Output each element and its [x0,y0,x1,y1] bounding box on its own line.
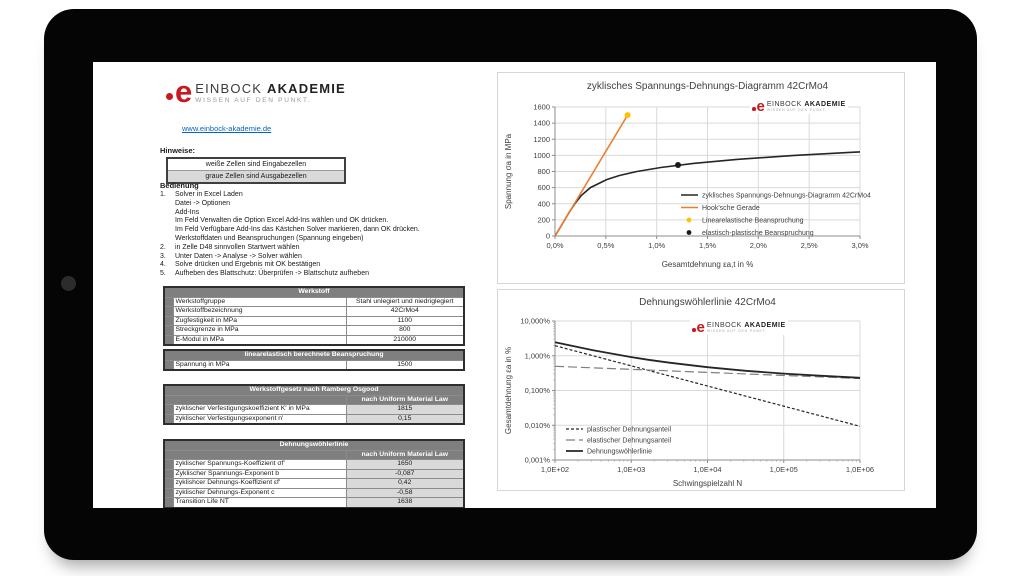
table-title: Werkstoffgesetz nach Ramberg Osgood [164,385,464,395]
value-cell[interactable]: 800 [346,326,464,336]
value-cell[interactable]: Stahl unlegiert und niedriglegiert [346,297,464,307]
label-cell: Streckgrenze in MPa [173,326,346,336]
spacer-cell [164,316,173,326]
table-row [164,498,464,508]
y-tick-label: 1200 [533,134,550,144]
legend-label: zyklisches Spannungs-Dehnungs-Diagramm 42CrMo4 [702,192,871,200]
logo-dot-icon [166,93,173,100]
table-title: Dehnungswöhlerlinie [164,440,464,450]
einbock-logo-mini [690,320,788,335]
y-tick-label: 0,100% [524,386,550,395]
chart-title: Dehnungswöhlerlinie 42CrMo4 [639,297,776,308]
x-tick-label: 1,0E+05 [769,465,798,474]
label-cell: Transition Life NT [173,498,346,508]
brand-tagline: WISSEN AUF DEN PUNKT. [766,108,828,112]
y-tick-label: 1400 [533,118,550,128]
table-row [164,360,464,370]
table-werkstoff [163,286,465,346]
website-link[interactable]: www.einbock-akademie.de [182,124,272,133]
legend-label: elastisch-plastische Beanspruchung [702,230,814,237]
table-row [164,326,464,336]
value-cell: 1650 [346,460,464,470]
bedienung-step: 4. Solve drücken und Ergebnis mit OK bestätigen [160,261,321,269]
bedienung-step: 2. in Zelle D48 sinnvollen Startwert wählen [160,243,300,251]
subheader-label: nach Uniform Material Law [346,450,464,460]
table-row [164,297,464,307]
chart-title: zyklisches Spannungs-Dehnungs-Diagramm 42CrMo4 [586,81,829,92]
subheader-spacer [164,450,346,460]
table-row [164,335,464,345]
x-tick-label: 1,0E+03 [617,465,646,474]
spacer-cell [164,498,173,508]
legend-label: plastischer Dehnungsanteil [587,426,672,434]
table-row [164,460,464,470]
value-cell: 1815 [346,405,464,415]
bedienung-step: 5. Aufheben des Blattschutz: Überprüfen -> Blattschutz aufheben [160,270,369,278]
y-tick-label: 1000 [533,150,550,160]
bedienung-step: Datei -> Optionen [175,199,231,207]
bedienung-step: Werkstoffdaten und Beanspruchungen (Spannung eingeben) [175,234,364,242]
x-tick-label: 2,5% [800,241,818,250]
y-tick-label: 400 [537,199,550,209]
table-row [164,316,464,326]
table-beanspruchung [163,349,465,371]
x-tick-label: 2,0% [749,241,767,250]
value-cell[interactable]: 42CrMo4 [346,307,464,317]
spacer-cell [164,335,173,345]
y-tick-label: 1,000% [524,351,550,361]
bedienung-list [160,191,505,279]
brand-b: AKADEMIE [266,81,346,96]
screen [93,62,936,508]
table-row [164,469,464,479]
table-row [164,405,464,415]
x-tick-label: 1,5% [698,241,717,250]
label-cell: Werkstoffgruppe [173,297,346,307]
legend-marker [687,230,692,235]
spacer-cell [164,479,173,489]
y-axis-label: Gesamtdehnung εa in % [504,346,513,435]
spacer-cell [164,360,173,370]
logo-dot-icon [752,107,756,111]
y-tick-label: 10,000% [520,316,550,326]
hint-line: weiße Zellen sind Eingabezellen [168,159,344,171]
brand-b: AKADEMIE [804,101,846,108]
table-dehnungswoehlerlinie [163,439,465,508]
x-tick-label: 1,0% [648,241,666,250]
value-cell: 1638 [346,498,464,508]
label-cell: E-Modul in MPa [173,335,346,345]
brand-tagline: WISSEN AUF DEN PUNKT. [195,97,312,104]
value-cell[interactable]: 210000 [346,335,464,345]
hint-line: graue Zellen sind Ausgabezellen [168,171,344,182]
label-cell: Werkstoffbezeichnung [173,307,346,317]
logo-dot-icon [692,328,696,332]
table-ramberg-osgood [163,384,465,425]
brand-a: EINBOCK [706,322,742,329]
bedienung-step: 3. Unter Daten -> Analyse -> Solver wählen [160,252,302,260]
tablet-frame [44,9,977,560]
logo-e-icon: e [756,98,765,115]
subheader-spacer [164,395,346,405]
einbock-logo-mini [750,99,848,114]
value-cell[interactable]: 1500 [346,360,464,370]
brand-a: EINBOCK [766,101,802,108]
y-tick-label: 0 [545,231,550,241]
x-tick-label: 3,0% [851,241,869,250]
brand-text [195,81,346,96]
y-tick-label: 600 [537,183,550,193]
label-cell: zyklischer Verfestigungsexponent n' [173,414,346,424]
label-cell: Zyklischer Spannungs-Exponent b [173,469,346,479]
logo-e-icon: e [175,74,192,109]
label-cell: zyklischer Spannungs-Koeffizient σf' [173,460,346,470]
einbock-logo [166,74,346,109]
table-title: linearelastisch berechnete Beanspruchung [164,350,464,360]
y-tick-label: 1600 [533,102,550,112]
chart-stress-strain [497,72,905,284]
chart-woehler [497,289,905,491]
table-row [164,307,464,317]
x-tick-label: 0,0% [546,241,564,250]
bedienung-step: Im Feld Verfügbare Add-Ins das Kästchen Solver markieren, dann OK drücken. [175,226,420,234]
value-cell[interactable]: 1100 [346,316,464,326]
brand-tagline: WISSEN AUF DEN PUNKT. [706,329,768,333]
bedienung-step: Im Feld Verwalten die Option Excel Add-Ins wählen und OK drücken. [175,217,389,225]
legend-label: Dehnungswöhlerlinie [587,448,652,456]
spacer-cell [164,307,173,317]
spacer-cell [164,326,173,336]
y-tick-label: 0,001% [524,455,550,465]
spacer-cell [164,488,173,498]
x-tick-label: 1,0E+04 [693,465,722,474]
table-row [164,479,464,489]
tablet-camera-icon [61,276,76,291]
spacer-cell [164,297,173,307]
logo-e-icon: e [696,319,705,336]
value-cell: -0,58 [346,488,464,498]
y-tick-label: 0,010% [524,420,550,430]
series-point [675,162,681,168]
series-point [625,112,631,118]
spacer-cell [164,460,173,470]
value-cell: 0,42 [346,479,464,489]
subheader-label: nach Uniform Material Law [346,395,464,405]
table-row [164,414,464,424]
brand-a: EINBOCK [195,81,263,96]
value-cell: 0,15 [346,414,464,424]
legend-label: elastischer Dehnungsanteil [587,437,672,445]
label-cell: Spannung in MPa [173,360,346,370]
bedienung-step: 1. Solver in Excel Laden [160,191,243,198]
spacer-cell [164,469,173,479]
spacer-cell [164,414,173,424]
table-title: Werkstoff [164,287,464,297]
x-axis-label: Gesamtdehnung εa,t in % [661,260,754,269]
hint-box [166,157,346,184]
x-tick-label: 0,5% [597,241,615,250]
y-axis-label: Spannung σa in MPa [504,133,513,210]
bedienung-label: Bedienung [160,181,199,190]
spacer-cell [164,405,173,415]
y-tick-label: 200 [537,215,550,225]
value-cell: -0,087 [346,469,464,479]
label-cell: Zugfestigkeit in MPa [173,316,346,326]
y-tick-label: 800 [537,167,550,176]
table-row [164,488,464,498]
bedienung-step: Add-Ins [175,208,200,216]
x-axis-label: Schwingspielzahl N [672,479,743,488]
x-tick-label: 1,0E+02 [540,465,570,474]
legend-label: Hook'sche Gerade [702,205,760,212]
hinweise-label: Hinweise: [160,146,196,155]
legend-label: Linearelastische Beanspruchung [702,217,804,225]
x-tick-label: 1,0E+06 [845,465,875,474]
label-cell: zyklishcer Dehnungs-Koeffizient εf' [173,479,346,489]
label-cell: zyklischer Dehnungs-Exponent c [173,488,346,498]
brand-b: AKADEMIE [744,322,786,329]
label-cell: zyklischer Verfestigungskoeffizient K' in MPa [173,405,346,415]
legend-marker [687,218,692,223]
